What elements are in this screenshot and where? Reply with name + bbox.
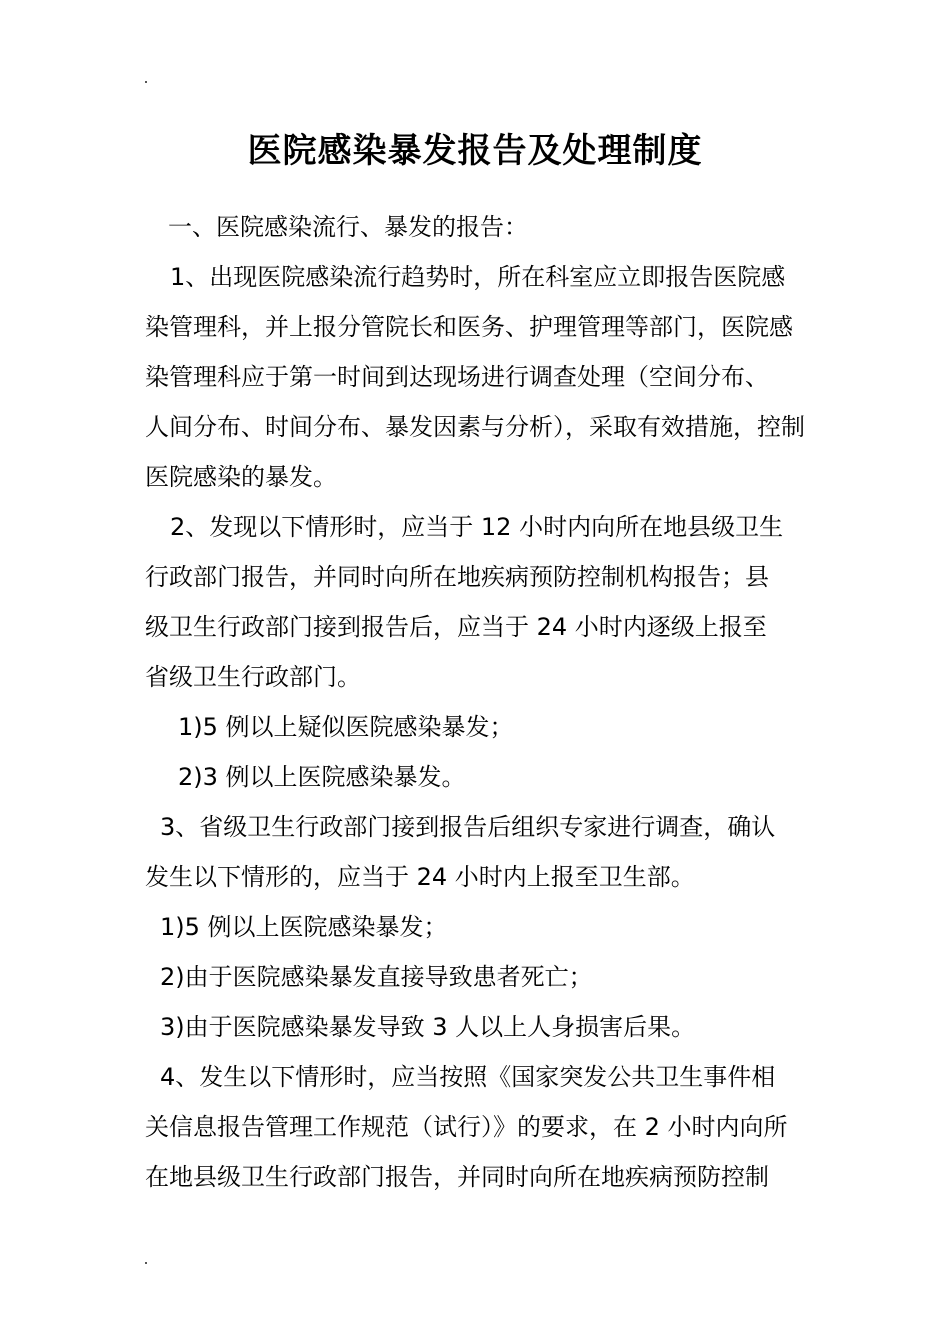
document-title: 医院感染暴发报告及处理制度	[247, 131, 703, 171]
list-item: 2)由于医院感染暴发直接导致患者死亡；	[160, 963, 593, 991]
paragraph-line: 3、省级卫生行政部门接到报告后组织专家进行调查，确认	[160, 813, 776, 841]
list-item: 1)5 例以上医院感染暴发；	[160, 913, 448, 941]
paragraph-line: 级卫生行政部门接到报告后，应当于 24 小时内逐级上报至	[145, 613, 767, 641]
paragraph-line: 在地县级卫生行政部门报告，并同时向所在地疾病预防控制	[145, 1163, 769, 1191]
paragraph-line: 发生以下情形的，应当于 24 小时内上报至卫生部。	[145, 863, 695, 891]
paragraph-line: 省级卫生行政部门。	[145, 663, 361, 691]
section-heading: 一、医院感染流行、暴发的报告：	[168, 213, 528, 241]
paragraph-line: 4、发生以下情形时，应当按照《国家突发公共卫生事件相	[160, 1063, 776, 1091]
list-item: 3)由于医院感染暴发导致 3 人以上人身损害后果。	[160, 1013, 696, 1041]
paragraph-line: 1、出现医院感染流行趋势时，所在科室应立即报告医院感	[170, 263, 786, 291]
paragraph-line: 人间分布、时间分布、暴发因素与分析），采取有效措施，控制	[145, 413, 805, 441]
paragraph-line: 医院感染的暴发。	[145, 463, 337, 491]
page-corner-mark-bottom	[145, 1262, 147, 1264]
paragraph-line: 行政部门报告，并同时向所在地疾病预防控制机构报告；县	[145, 563, 769, 591]
paragraph-line: 染管理科，并上报分管院长和医务、护理管理等部门，医院感	[145, 313, 793, 341]
list-item: 1)5 例以上疑似医院感染暴发；	[178, 713, 514, 741]
page-corner-mark-top	[145, 81, 147, 83]
paragraph-line: 关信息报告管理工作规范（试行）》的要求，在 2 小时内向所	[145, 1113, 788, 1141]
paragraph-line: 染管理科应于第一时间到达现场进行调查处理（空间分布、	[145, 363, 769, 391]
document-body	[145, 202, 810, 1202]
list-item: 2)3 例以上医院感染暴发。	[178, 763, 466, 791]
paragraph-line: 2、发现以下情形时，应当于 12 小时内向所在地县级卫生	[170, 513, 784, 541]
